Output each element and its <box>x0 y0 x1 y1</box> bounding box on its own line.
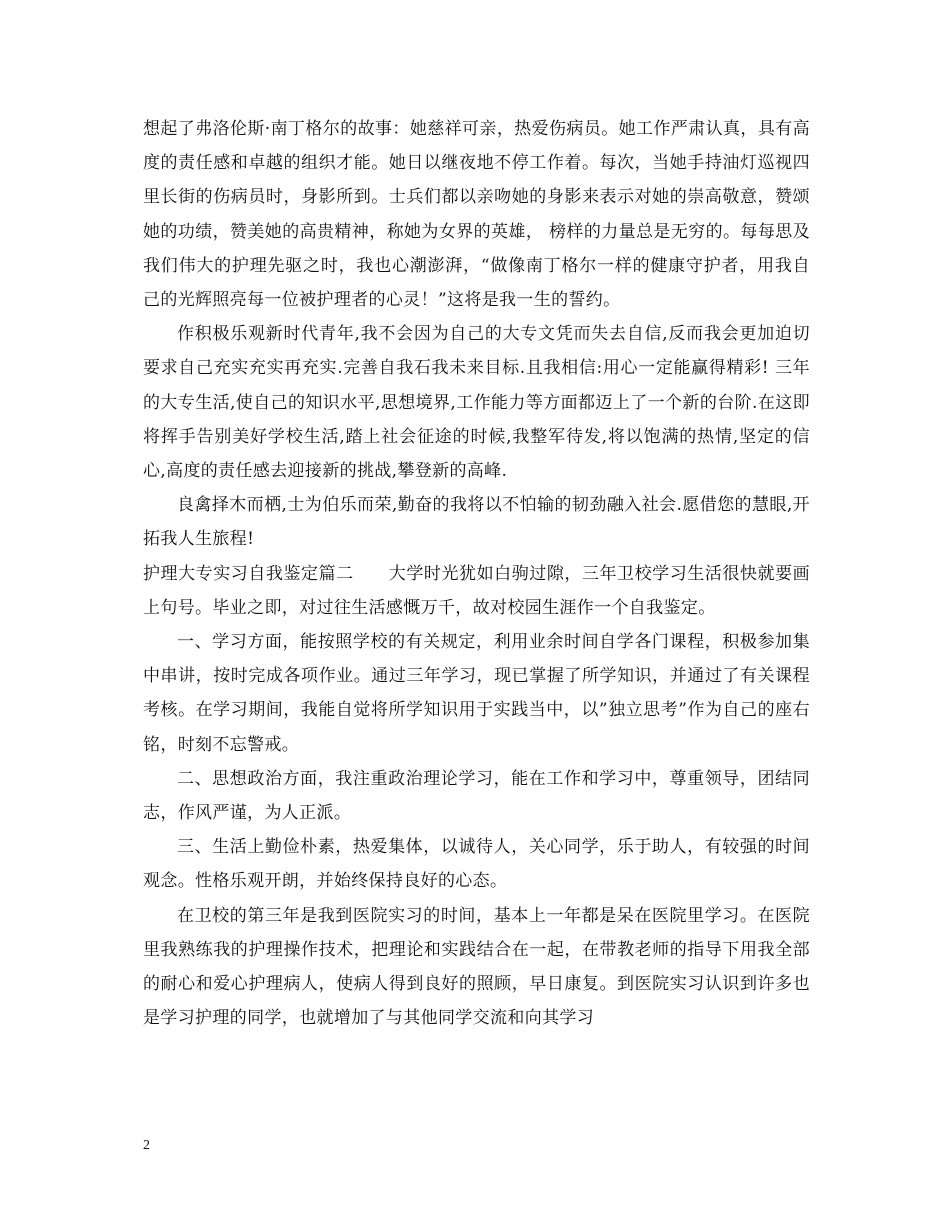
body-text <box>143 112 810 1035</box>
paragraph-internship: 在卫校的第三年是我到医院实习的时间，基本上一年都是呆在医院里学习。在医院里我熟练我的护理操作技术，把理论和实践结合在一起，在带教老师的指导下用我全部的耐心和爱心护理病人，使病人得到良好的照顾，早日康复。到医院实习认识到许多也是学习护理的同学，也就增加了与其他同学交流和向其学习 <box>143 905 810 1029</box>
paragraph-nightingale: 想起了弗洛伦斯·南丁格尔的故事：她慈祥可亲，热爱伤病员。她工作严肃认真，具有高度的责任感和卓越的组织才能。她日以继夜地不停工作着。每次，当她手持油灯巡视四里长街的伤病员时，身影所到。士兵们都以亲吻她的身影来表示对她的崇高敬意，赞颂她的功绩，赞美她的高贵精神，称她为女界的英雄， 榜样的力量总是无穷的。每每思及我们伟大的护理先驱之时，我也心潮澎湃，“做像南丁格尔一样的健康守护者，用我自己的光辉照亮每一位被护理者的心灵！”这将是我一生的誓约。 <box>143 119 810 311</box>
page-number: 2 <box>143 1138 150 1153</box>
paragraph-study: 一、学习方面，能按照学校的有关规定，利用业余时间自学各门课程，积极参加集中串讲，按时完成各项作业。通过三年学习，现已掌握了所学知识，并通过了有关课程考核。在学习期间，我能自觉将所学知识用于实践当中，以”独立思考”作为自己的座右铭，时刻不忘警戒。 <box>143 632 810 755</box>
paragraph-optimistic-youth: 作积极乐观新时代青年,我不会因为自己的大专文凭而失去自信,反而我会更加迫切要求自己充实充实再充实.完善自我石我未来目标.且我相信:用心一定能赢得精彩! 三年的大专生活,使自己的知识水平,思想境界,工作能力等方面都迈上了一个新的台阶.在这即将挥手告别美好学校生活,踏上社会征途的时候,我整军待发,将以饱满的热情,坚定的信心,高度的责任感去迎接新的挑战,攀登新的高峰. <box>143 324 810 482</box>
paragraph-politics: 二、思想政治方面，我注重政治理论学习，能在工作和学习中，尊重领导，团结同志，作风严谨，为人正派。 <box>143 768 810 824</box>
paragraph-section-two-heading: 护理大专实习自我鉴定篇二 大学时光犹如白驹过隙，三年卫校学习生活很快就要画上句号。毕业之即，对过往生活感慨万千，故对校园生涯作一个自我鉴定。 <box>143 563 810 618</box>
paragraph-closing-wish: 良禽择木而栖,士为伯乐而荣,勤奋的我将以不怕输的韧劲融入社会.愿借您的慧眼,开拓我人生旅程! <box>143 495 810 550</box>
paragraph-life: 三、生活上勤俭朴素，热爱集体，以诚待人，关心同学，乐于助人，有较强的时间观念。性格乐观开朗，并始终保持良好的心态。 <box>143 837 810 892</box>
